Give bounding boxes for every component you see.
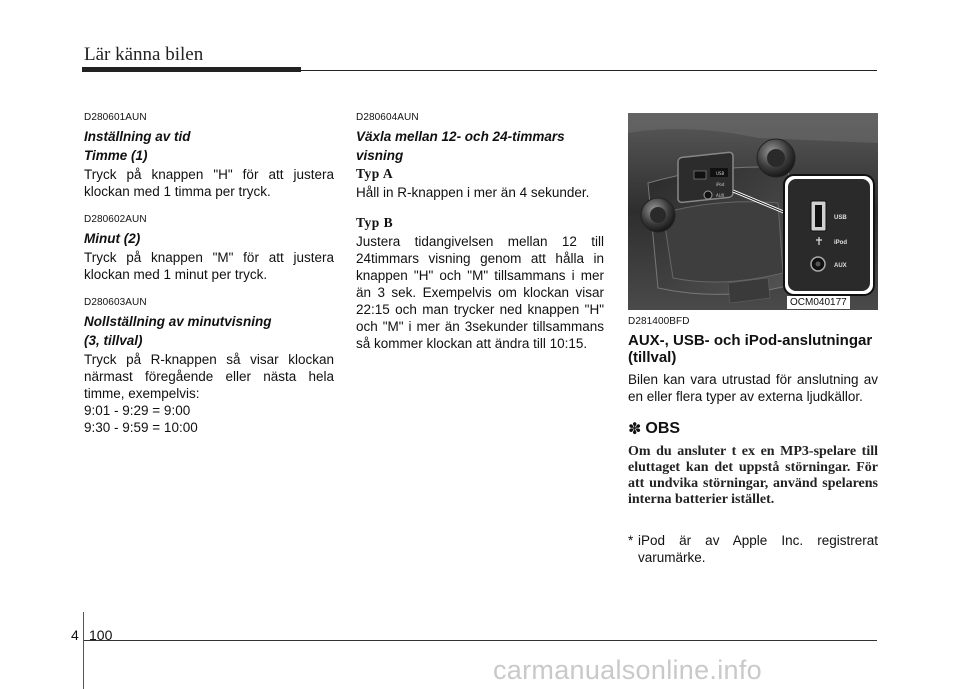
subsection-heading: Minut (2) (84, 231, 141, 246)
figure-code: OCM040177 (787, 296, 850, 309)
paragraph: Tryck på knappen "M" för att justera klockan med 1 minut per tryck. (84, 250, 334, 282)
subsection-heading: Växla mellan 12- och 24-timmars (356, 129, 565, 144)
small-usb-label: USB (716, 171, 725, 176)
footer-horizontal-rule (84, 640, 877, 641)
type-b-label: Typ B (356, 215, 394, 230)
example-line: 9:30 - 9:59 = 10:00 (84, 420, 198, 435)
chapter-number: 4 (71, 627, 79, 643)
section-code: D281400BFD (628, 316, 690, 327)
subsection-heading-qualifier: (3, tillval) (84, 333, 143, 348)
notice-title: OBS (645, 420, 681, 437)
subsection-heading: Nollställning av minutvisning (84, 314, 272, 329)
section-heading: AUX-, USB- och iPod-anslutningar (628, 332, 873, 349)
section-code: D280604AUN (356, 112, 419, 123)
paragraph: Tryck på knappen "H" för att justera klockan med 1 timma per tryck. (84, 167, 334, 199)
aux-port-label: AUX (834, 263, 847, 269)
paragraph: Bilen kan vara utrustad för anslutning av en eller flera typer av externa ljudkällor. (628, 372, 878, 404)
usb-port-label: USB (834, 215, 847, 221)
watermark-text: carmanualsonline.info (493, 655, 762, 685)
connector-panel-photo (628, 113, 878, 310)
example-line: 9:01 - 9:29 = 9:00 (84, 403, 191, 418)
notice-icon: ✽ (628, 421, 642, 438)
column-clock-settings (84, 112, 334, 436)
header-rule-thick (82, 67, 301, 72)
column-12-24-hour (356, 112, 604, 352)
page-header-title: Lär känna bilen (84, 44, 204, 65)
notice-heading (628, 419, 878, 439)
ipod-port-label: iPod (834, 240, 847, 246)
section-heading-qualifier: (tillval) (628, 349, 677, 366)
page-number: 100 (89, 627, 113, 643)
paragraph: Tryck på R-knappen så visar klockan närmast föregående eller nästa hela timme, exempelvis: (84, 352, 334, 401)
small-aux-label: AUX (716, 193, 725, 198)
small-ipod-label: iPod (716, 182, 725, 187)
paragraph: Justera tidangivelsen mellan 12 till 24timmars visning genom att hålla in knappen "H" och "M" tillsammans i mer än 3 sek. Exempelvis om klockan visar 22:15 och man trycker ned knappen "H" och "M" i mer än 3sekunder tillsammans så kommer klockan att ändra till 10:15. (356, 234, 604, 351)
section-code: D280601AUN (84, 112, 147, 123)
footnote-text: iPod är av Apple Inc. registrerat varumärke. (638, 533, 878, 565)
section-heading: Inställning av tid (84, 129, 191, 144)
footnote-marker: * (628, 533, 634, 548)
column-aux-usb-ipod (628, 316, 878, 566)
notice-text: Om du ansluter t ex en MP3-spelare till eluttaget kan det uppstå störningar. För att undvika störningar, använd spelarens interna batterier istället. (628, 444, 878, 507)
section-code: D280603AUN (84, 297, 147, 308)
header-rule-thin (301, 70, 877, 71)
subsection-heading: Timme (1) (84, 148, 148, 163)
subsection-heading-cont: visning (356, 148, 404, 163)
section-code: D280602AUN (84, 214, 147, 225)
footnote (628, 532, 878, 566)
type-a-label: Typ A (356, 166, 394, 181)
paragraph: Håll in R-knappen i mer än 4 sekunder. (356, 185, 590, 200)
footer-vertical-rule (83, 612, 84, 689)
